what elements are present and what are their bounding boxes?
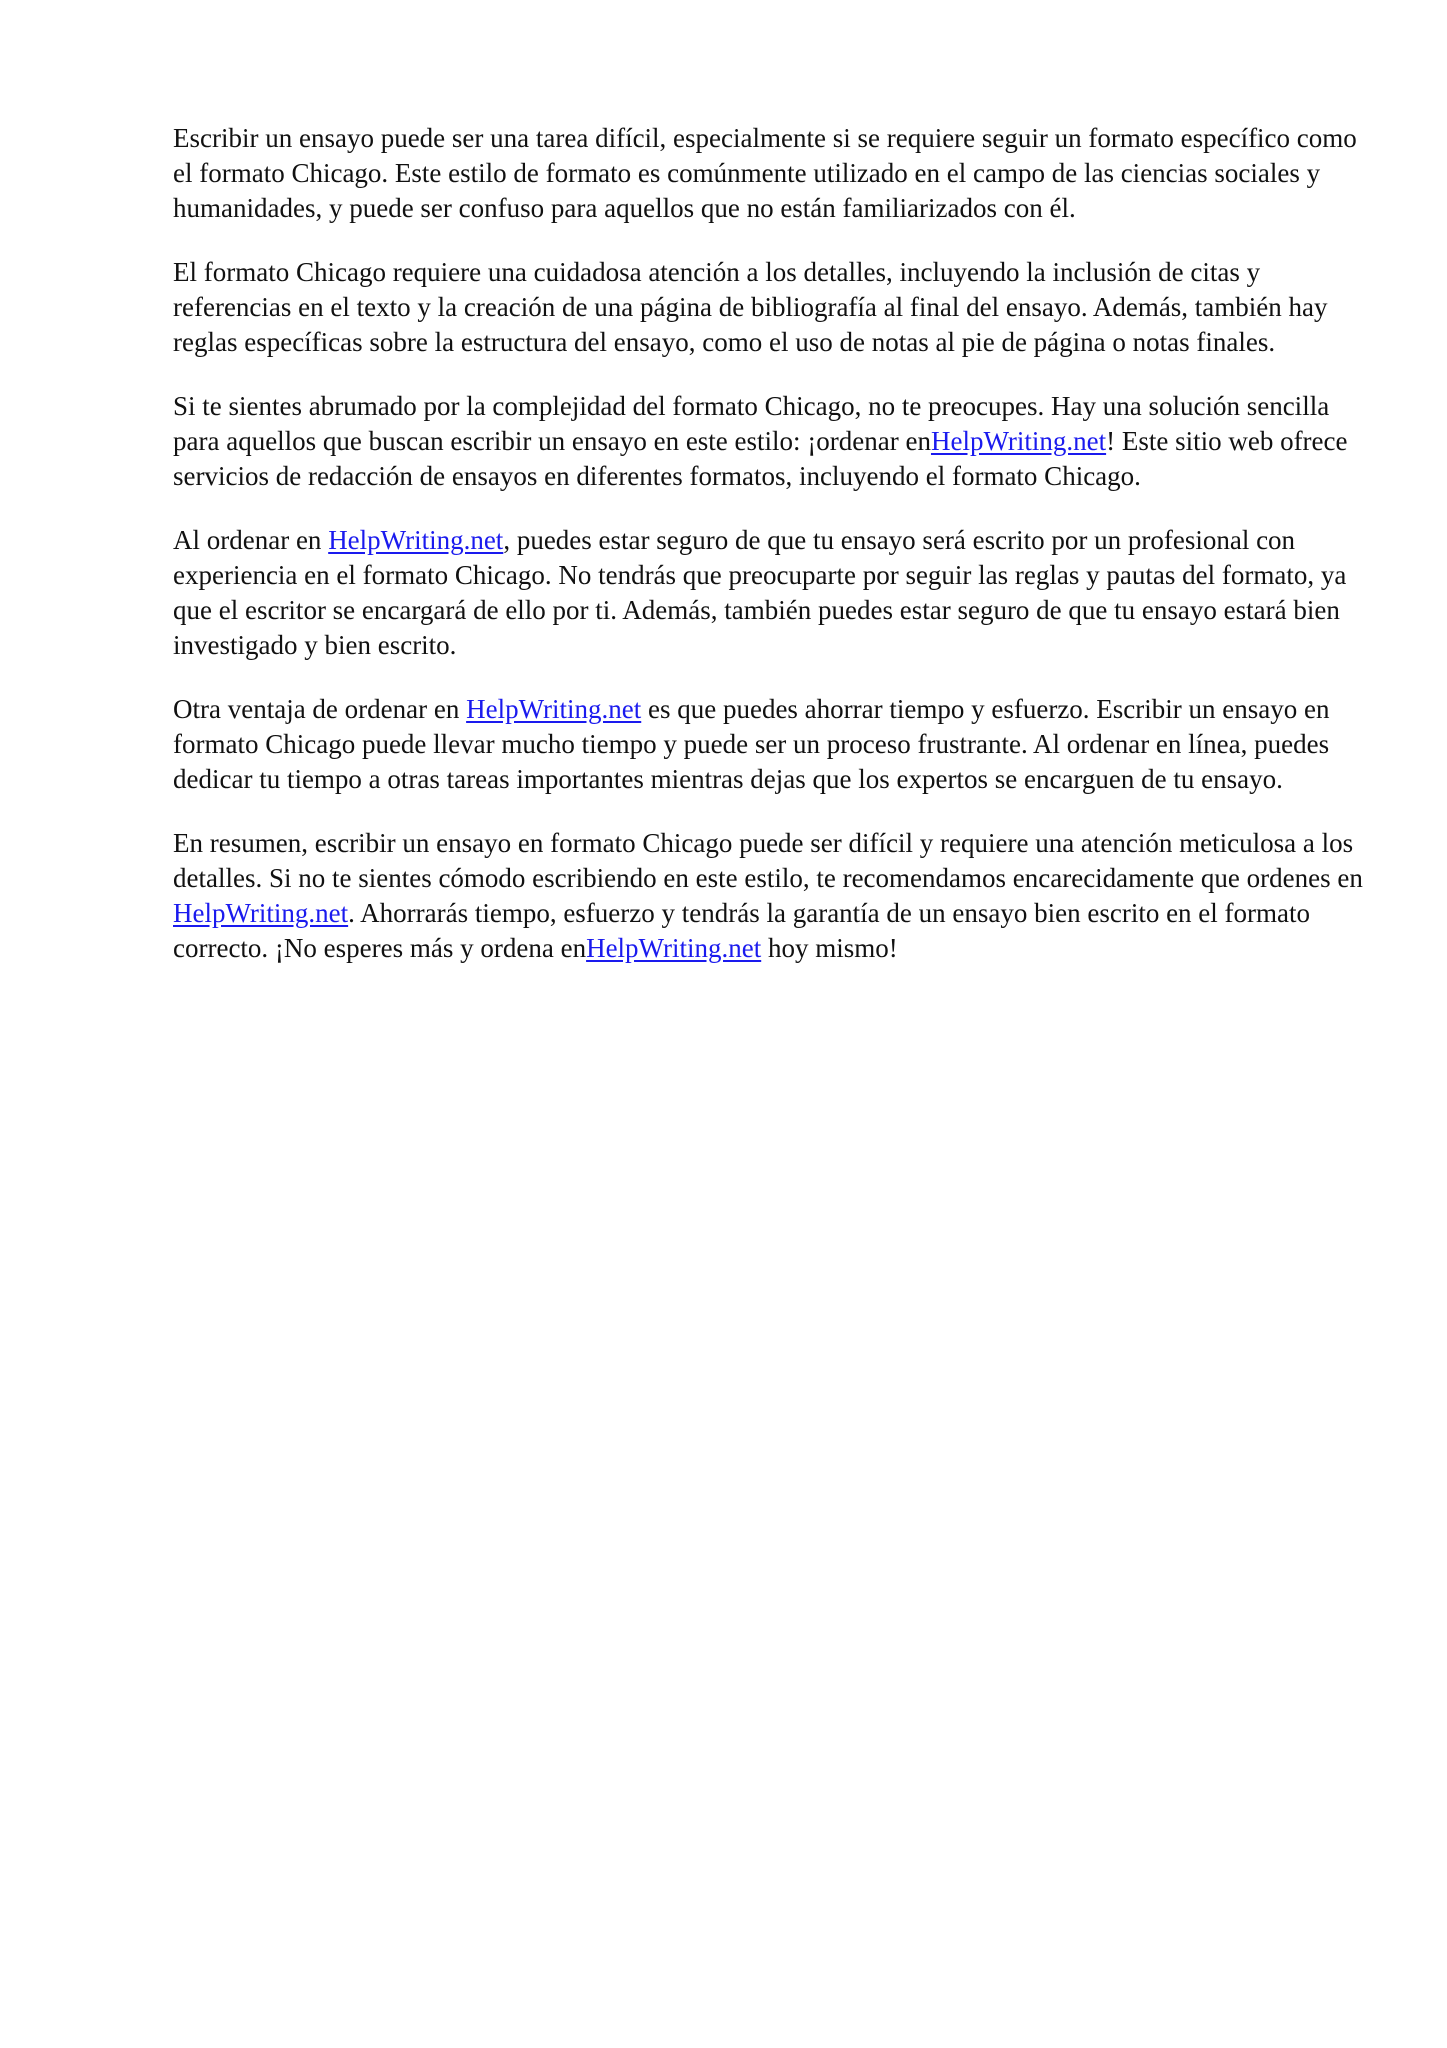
paragraph-1 [173, 121, 1373, 226]
paragraph-6-text-middle: . Ahorrarás tiempo, esfuerzo y tendrás la garantía de un ensayo bien escrito en el formato correcto. ¡No esperes más y ordena en [173, 898, 1311, 963]
paragraph-6-text-before: En resumen, escribir un ensayo en formato Chicago puede ser difícil y requiere una atención meticulosa a los detalles. Si no te sientes cómodo escribiendo en este estilo, te recomendamos encarecidamente que ordenes en [173, 828, 1363, 893]
helpwriting-link[interactable]: HelpWriting.net [930, 426, 1107, 456]
paragraph-3 [173, 389, 1373, 494]
helpwriting-link[interactable]: HelpWriting.net [328, 525, 504, 555]
paragraph-6 [173, 826, 1373, 966]
paragraph-3-text-after: ! Este sitio web ofrece servicios de redacción de ensayos en diferentes formatos, incluyendo el formato Chicago. [173, 426, 1348, 491]
paragraph-2-text: El formato Chicago requiere una cuidadosa atención a los detalles, incluyendo la inclusión de citas y referencias en el texto y la creación de una página de bibliografía al final del ensayo. Además, también hay reglas específicas sobre la estructura del ensayo, como el uso de notas al pie de página o notas finales. [173, 257, 1328, 357]
helpwriting-link[interactable]: HelpWriting.net [466, 694, 642, 724]
paragraph-6-text-after: hoy mismo! [761, 933, 898, 963]
paragraph-1-text: Escribir un ensayo puede ser una tarea difícil, especialmente si se requiere seguir un formato específico como el formato Chicago. Este estilo de formato es comúnmente utilizado en el campo de las ciencias sociales y humanidades, y puede ser confuso para aquellos que no están familiarizados con él. [173, 123, 1357, 223]
paragraph-5-text-after: es que puedes ahorrar tiempo y esfuerzo. Escribir un ensayo en formato Chicago puede llevar mucho tiempo y puede ser un proceso frustrante. Al ordenar en línea, puedes dedicar tu tiempo a otras tareas importantes mientras dejas que los expertos se encarguen de tu ensayo. [173, 694, 1330, 794]
paragraph-4-text-after: , puedes estar seguro de que tu ensayo será escrito por un profesional con experiencia en el formato Chicago. No tendrás que preocuparte por seguir las reglas y pautas del formato, ya que el escritor se encargará de ello por ti. Además, también puedes estar seguro de que tu ensayo estará bien investigado y bien escrito. [173, 525, 1347, 660]
paragraph-3-text-before: Si te sientes abrumado por la complejidad del formato Chicago, no te preocupes. Hay una solución sencilla para aquellos que buscan escribir un ensayo en este estilo: ¡ordenar en [173, 391, 1330, 456]
document-body [173, 121, 1373, 995]
paragraph-5-text-before: Otra ventaja de ordenar en [173, 694, 467, 724]
paragraph-5 [173, 692, 1373, 797]
helpwriting-link[interactable]: HelpWriting.net [173, 898, 349, 928]
paragraph-4-text-before: Al ordenar en [173, 525, 329, 555]
helpwriting-link-final[interactable]: HelpWriting.net [586, 933, 762, 963]
paragraph-2 [173, 255, 1373, 360]
paragraph-4 [173, 523, 1373, 663]
